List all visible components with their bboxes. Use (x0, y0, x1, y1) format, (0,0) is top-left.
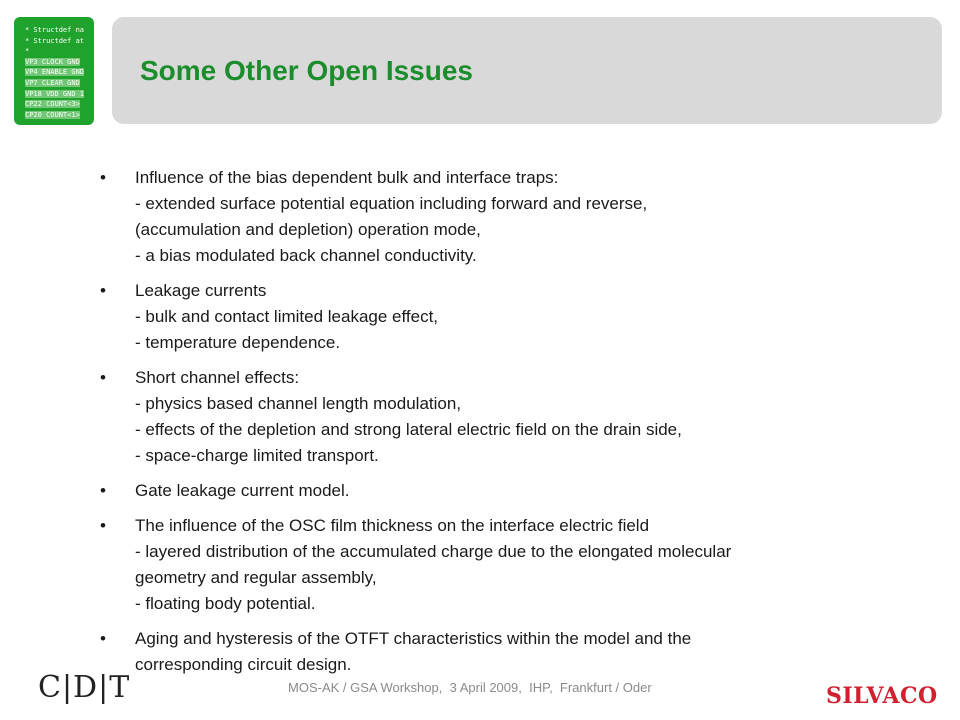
bullet-line: Leakage currents (135, 281, 267, 300)
bullet-list (100, 165, 910, 687)
code-line: VP4 ENABLE GND (25, 68, 85, 77)
code-line: VP3 CLOCK GND (25, 57, 80, 66)
bullet-line: - space-charge limited transport. (135, 446, 379, 465)
bullet-line: - bulk and contact limited leakage effect, (135, 307, 439, 326)
code-listing (14, 17, 94, 120)
code-line: * Structdef na (25, 26, 85, 34)
bullet-item (100, 365, 910, 469)
bullet-line: Gate leakage current model. (135, 481, 350, 500)
title-bar (112, 17, 942, 124)
bullet-item (100, 278, 910, 356)
bullet-line: Short channel effects: (135, 368, 300, 387)
cdt-logo: C|D|T (38, 670, 131, 705)
bullet-line: - physics based channel length modulation, (135, 394, 462, 413)
code-line: CP22 COUNT<3> (25, 100, 80, 109)
bullet-line: geometry and regular assembly, (135, 568, 377, 587)
bullet-marker: • (100, 481, 106, 500)
bullet-marker: • (100, 168, 106, 187)
silvaco-logo: SILVACO (826, 683, 938, 709)
bullet-marker: • (100, 516, 106, 535)
footer-text: MOS-AK / GSA Workshop, 3 April 2009, IHP, Frankfurt / Oder (288, 680, 652, 695)
code-line: VP18 VDD GND 1 (25, 89, 85, 98)
code-line: * (25, 47, 30, 56)
bullet-line: - floating body potential. (135, 594, 316, 613)
bullet-line: Aging and hysteresis of the OTFT characteristics within the model and the (135, 629, 692, 648)
bullet-item (100, 513, 910, 617)
bullet-marker: • (100, 368, 106, 387)
bullet-marker: • (100, 629, 106, 648)
bullet-line: - extended surface potential equation including forward and reverse, (135, 194, 648, 213)
bullet-line: Influence of the bias dependent bulk and interface traps: (135, 168, 559, 187)
bullet-line: corresponding circuit design. (135, 655, 352, 674)
bullet-line: The influence of the OSC film thickness on the interface electric field (135, 516, 650, 535)
bullet-line: - effects of the depletion and strong lateral electric field on the drain side, (135, 420, 682, 439)
code-thumbnail-image (14, 17, 94, 125)
slide-title: Some Other Open Issues (140, 55, 473, 86)
code-line: VP7 CLEAR GND (25, 78, 80, 87)
bullet-line: (accumulation and depletion) operation mode, (135, 220, 481, 239)
code-line: * Structdef at (25, 36, 85, 45)
bullet-line: - temperature dependence. (135, 333, 341, 352)
bullet-item (100, 626, 910, 678)
bullet-item (100, 165, 910, 269)
bullet-line: - a bias modulated back channel conductivity. (135, 246, 477, 265)
code-line: CP20 COUNT<1> (25, 110, 80, 119)
bullet-line: - layered distribution of the accumulated charge due to the elongated molecular (135, 542, 732, 561)
bullet-marker: • (100, 281, 106, 300)
bullet-item (100, 478, 910, 504)
